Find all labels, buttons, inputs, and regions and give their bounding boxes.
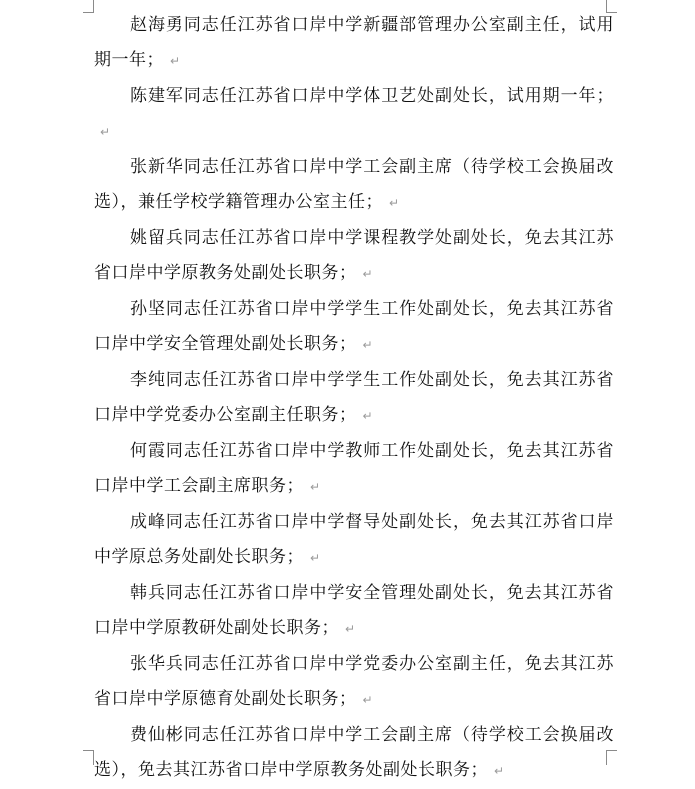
paragraph (94, 221, 614, 292)
paragraph-text: 李纯同志任江苏省口岸中学学生工作处副处长，免去其江苏省口岸中学党委办公室副主任职务； (94, 370, 614, 425)
margin-corner-top-left (83, 0, 94, 13)
paragraph (94, 150, 614, 221)
paragraph-mark-icon: ↵ (362, 693, 373, 707)
paragraph-text: 陈建军同志任江苏省口岸中学体卫艺处副处长，试用期一年； (130, 86, 614, 106)
paragraph (94, 576, 614, 647)
paragraph (94, 647, 614, 718)
paragraph-mark-icon: ↵ (310, 551, 321, 565)
document-body[interactable] (94, 8, 614, 789)
paragraph (94, 505, 614, 576)
paragraph-text: 张新华同志任江苏省口岸中学工会副主席（待学校工会换届改选），兼任学校学籍管理办公室主任； (94, 157, 614, 212)
paragraph-text: 张华兵同志任江苏省口岸中学党委办公室副主任，免去其江苏省口岸中学原德育处副处长职务； (94, 654, 614, 709)
paragraph-mark-icon: ↵ (362, 409, 373, 423)
paragraph-text: 韩兵同志任江苏省口岸中学安全管理处副处长，免去其江苏省口岸中学原教研处副处长职务； (94, 583, 614, 638)
paragraph (94, 79, 614, 150)
paragraph-text: 成峰同志任江苏省口岸中学督导处副处长，免去其江苏省口岸中学原总务处副处长职务； (94, 512, 614, 567)
paragraph (94, 8, 614, 79)
paragraph-text: 何霞同志任江苏省口岸中学教师工作处副处长，免去其江苏省口岸中学工会副主席职务； (94, 441, 614, 496)
paragraph-mark-icon: ↵ (362, 267, 373, 281)
paragraph-text: 孙坚同志任江苏省口岸中学学生工作处副处长，免去其江苏省口岸中学安全管理处副处长职务； (94, 299, 614, 354)
paragraph-text: 赵海勇同志任江苏省口岸中学新疆部管理办公室副主任，试用期一年； (94, 15, 614, 70)
paragraph (94, 718, 614, 789)
paragraph (94, 363, 614, 434)
paragraph-mark-icon: ↵ (170, 54, 181, 68)
paragraph (94, 434, 614, 505)
paragraph-text: 姚留兵同志任江苏省口岸中学课程教学处副处长，免去其江苏省口岸中学原教务处副处长职务； (94, 228, 614, 283)
margin-corner-bottom-left (83, 750, 94, 765)
paragraph-mark-icon: ↵ (310, 480, 321, 494)
paragraph (94, 292, 614, 363)
paragraph-mark-icon: ↵ (389, 196, 400, 210)
paragraph-mark-icon: ↵ (362, 338, 373, 352)
paragraph-mark-icon: ↵ (345, 622, 356, 636)
paragraph-mark-icon: ↵ (100, 125, 111, 139)
paragraph-text: 费仙彬同志任江苏省口岸中学工会副主席（待学校工会换届改选），免去其江苏省口岸中学原教务处副处长职务； (94, 725, 614, 780)
paragraph-mark-icon: ↵ (494, 764, 505, 778)
